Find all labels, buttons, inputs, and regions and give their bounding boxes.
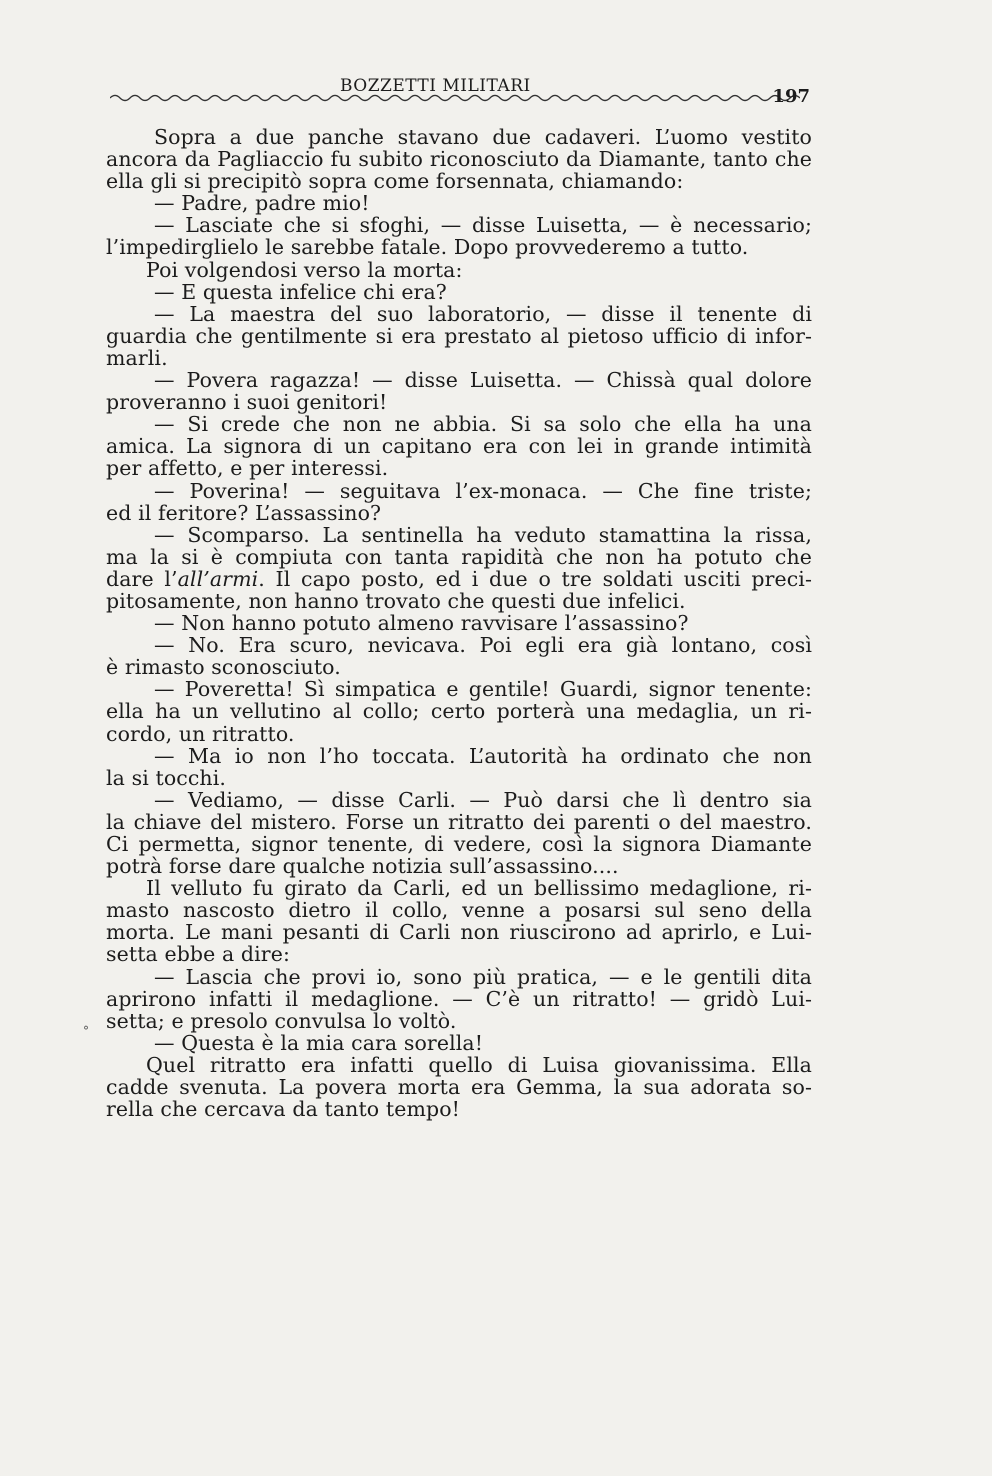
text-line: — Poveretta! Sì simpatica e gentile! Guardi, signor tenente: bbox=[154, 677, 812, 702]
text-line: — Povera ragazza! — disse Luisetta. — Chissà qual dolore bbox=[154, 368, 812, 393]
decorative-wavy-rule bbox=[110, 92, 800, 104]
text-line: ella gli si precipitò sopra come forsennata, chiamando: bbox=[106, 169, 684, 194]
text-line: cadde svenuta. La povera morta era Gemma, la sua adorata so- bbox=[106, 1075, 812, 1100]
text-line: — Lasciate che si sfoghi, — disse Luisetta, — è necessario; bbox=[154, 213, 812, 238]
text-line: setta; e presolo convulsa lo voltò. bbox=[106, 1008, 457, 1033]
text-line: setta ebbe a dire: bbox=[106, 942, 290, 967]
text-line: rella che cercava da tanto tempo! bbox=[106, 1097, 460, 1122]
italic-phrase: all’armi bbox=[177, 566, 259, 591]
text-line: amica. La signora di un capitano era con lei in grande intimità bbox=[106, 434, 812, 459]
text-line: cordo, un ritratto. bbox=[106, 721, 295, 746]
text-segment: dare l’ bbox=[106, 566, 178, 591]
text-line: — La maestra del suo laboratorio, — disse il tenente di bbox=[154, 301, 812, 326]
text-line: aprirono infatti il medaglione. — C’è un ritratto! — gridò Lui- bbox=[106, 986, 812, 1011]
text-line: Poi volgendosi verso la morta: bbox=[146, 257, 463, 282]
text-line: masto nascosto dietro il collo, venne a posarsi sul seno della bbox=[106, 898, 812, 923]
running-title: BOZZETTI MILITARI bbox=[340, 76, 531, 96]
text-line: Il velluto fu girato da Carli, ed un bellissimo medaglione, ri- bbox=[146, 876, 812, 901]
text-line: ella ha un vellutino al collo; certo porterà una medaglia, un ri- bbox=[106, 699, 812, 724]
text-line: — Si crede che non ne abbia. Si sa solo che ella ha una bbox=[154, 412, 812, 437]
text-line: — No. Era scuro, nevicava. Poi egli era già lontano, così bbox=[154, 633, 812, 658]
text-line: — Padre, padre mio! bbox=[154, 191, 370, 216]
page-number: 197 bbox=[772, 86, 810, 107]
text-line: è rimasto sconosciuto. bbox=[106, 655, 341, 680]
text-line: l’impedirglielo le sarebbe fatale. Dopo provvederemo a tutto. bbox=[106, 235, 749, 260]
text-line: pitosamente, non hanno trovato che questi due infelici. bbox=[106, 588, 686, 613]
text-line: Ci permetta, signor tenente, di vedere, così la signora Diamante bbox=[106, 832, 812, 856]
text-line: ed il feritore? L’assassino? bbox=[106, 500, 382, 525]
text-line: la si tocchi. bbox=[106, 765, 227, 790]
body-text bbox=[106, 126, 812, 1120]
text-line: marli. bbox=[106, 345, 168, 370]
text-line: — Vediamo, — disse Carli. — Può darsi che lì dentro sia bbox=[154, 787, 812, 812]
text-line: potrà forse dare qualche notizia sull’assassino.... bbox=[106, 854, 619, 879]
text-line: — Lascia che provi io, sono più pratica, — e le gentili dita bbox=[154, 964, 812, 989]
text-line: per affetto, e per interessi. bbox=[106, 456, 389, 481]
text-segment: . Il capo posto, ed i due o tre soldati usciti preci- bbox=[258, 566, 812, 591]
page-header bbox=[110, 74, 810, 108]
text-line: ancora da Pagliaccio fu subito riconosciuto da Diamante, tanto che bbox=[106, 147, 812, 172]
text-line: — E questa infelice chi era? bbox=[154, 279, 447, 304]
text-line: ma la si è compiuta con tanta rapidità che non ha potuto che bbox=[106, 544, 812, 569]
text-line: la chiave del mistero. Forse un ritratto dei parenti o del maestro. bbox=[106, 809, 812, 834]
text-line: Quel ritratto era infatti quello di Luisa giovanissima. Ella bbox=[146, 1052, 812, 1077]
text-line: — Questa è la mia cara sorella! bbox=[154, 1030, 484, 1055]
margin-mark: ° bbox=[83, 1024, 89, 1038]
text-line: morta. Le mani pesanti di Carli non riuscirono ad aprirlo, e Lui- bbox=[106, 920, 812, 945]
text-line: — Poverina! — seguitava l’ex-monaca. — Che fine triste; bbox=[154, 478, 812, 503]
text-line: guardia che gentilmente si era prestato al pietoso ufficio di infor- bbox=[106, 323, 812, 348]
text-line bbox=[106, 568, 812, 590]
text-line: Sopra a due panche stavano due cadaveri. L’uomo vestito bbox=[154, 125, 812, 149]
text-line: — Scomparso. La sentinella ha veduto stamattina la rissa, bbox=[154, 522, 812, 547]
text-line: proveranno i suoi genitori! bbox=[106, 390, 388, 415]
text-line: — Ma io non l’ho toccata. L’autorità ha ordinato che non bbox=[154, 743, 812, 768]
text-line: — Non hanno potuto almeno ravvisare l’assassino? bbox=[154, 611, 689, 636]
